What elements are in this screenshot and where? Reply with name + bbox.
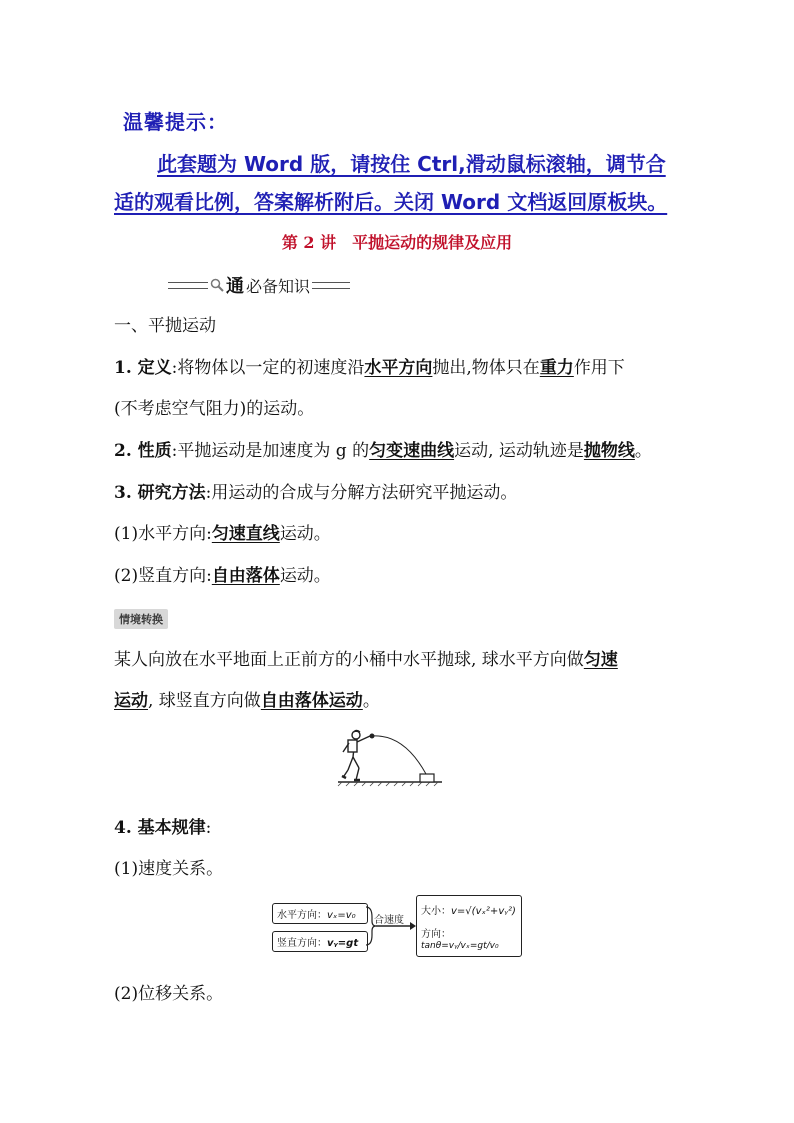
person-figure	[342, 731, 370, 781]
method-text: :用运动的合成与分解方法研究平抛运动。	[205, 483, 518, 503]
direction-formula: tanθ=vᵧ/vₓ=gt/v₀	[421, 941, 499, 951]
resultant-velocity-box	[416, 895, 522, 957]
answer-motion: 运动	[114, 691, 148, 711]
horizontal-text-1: (1)水平方向:	[114, 524, 212, 544]
method-label: 3. 研究方法	[114, 483, 206, 503]
tip-line-2: 适的观看比例，答案解析附后。关闭 Word 文档返回原板块。	[114, 190, 668, 214]
nature-text-2: 运动, 运动轨迹是	[454, 441, 584, 461]
banner-right-rule	[312, 282, 350, 289]
combine-label: 合速度	[374, 915, 404, 926]
definition-text-1: :将物体以一定的初速度沿	[171, 358, 365, 378]
nature-text-1: :平抛运动是加速度为 g 的	[171, 441, 370, 461]
laws-line	[114, 815, 211, 841]
magnitude-label: 大小：	[421, 906, 451, 917]
answer-uniform-curve: 匀变速曲线	[369, 441, 455, 461]
direction-label: 方向：	[421, 929, 451, 940]
definition-text-2: 抛出,物体只在	[432, 358, 540, 378]
answer-horizontal-direction: 水平方向	[364, 358, 433, 378]
definition-text-3: 作用下	[573, 358, 625, 378]
vertical-line	[114, 563, 331, 589]
vertical-velocity-formula: vᵧ=gt	[327, 938, 359, 949]
section-banner	[168, 272, 350, 298]
horizontal-velocity-formula: vₓ=v₀	[327, 910, 356, 921]
answer-gravity: 重力	[539, 358, 574, 378]
horizontal-velocity-label: 水平方向：	[277, 910, 327, 921]
tip-line-1: 此套题为 Word 版，请按住 Ctrl,滑动鼠标滚轴，调节合	[157, 152, 666, 176]
answer-free-fall: 自由落体	[211, 566, 280, 586]
throwing-illustration	[334, 724, 446, 788]
banner-text: 必备知识	[246, 276, 311, 296]
vertical-text-2: 运动。	[279, 566, 331, 586]
scenario-tag: 情境转换	[114, 609, 168, 629]
laws-colon: :	[205, 818, 212, 838]
trajectory-curve	[372, 736, 426, 774]
ball	[370, 734, 375, 739]
scenario-line-2	[114, 688, 380, 714]
definition-line-2: (不考虑空气阻力)的运动。	[114, 399, 315, 419]
scenario-text-3: 。	[362, 691, 380, 711]
laws-label: 4. 基本规律	[114, 818, 206, 838]
velocity-diagram	[270, 893, 522, 961]
vertical-velocity-label: 竖直方向：	[277, 938, 327, 949]
scenario-text-1: 某人向放在水平地面上正前方的小桶中水平抛球, 球水平方向做	[114, 650, 584, 670]
scenario-text-2: , 球竖直方向做	[148, 691, 261, 711]
nature-line	[114, 438, 652, 464]
lecture-title: 第 2 讲 平抛运动的规律及应用	[281, 233, 513, 252]
displacement-heading: (2)位移关系。	[114, 984, 224, 1004]
tip-title: 温馨提示：	[123, 110, 228, 134]
bucket	[420, 774, 434, 782]
answer-parabola: 抛物线	[583, 441, 635, 461]
answer-uniform-linear: 匀速直线	[211, 524, 280, 544]
horizontal-text-2: 运动。	[279, 524, 331, 544]
horizontal-line	[114, 521, 331, 547]
vertical-velocity-box	[272, 931, 368, 952]
definition-line-1	[114, 355, 625, 381]
nature-text-3: 。	[634, 441, 652, 461]
scenario-line-1	[114, 647, 618, 673]
vertical-text-1: (2)竖直方向:	[114, 566, 212, 586]
horizontal-velocity-box	[272, 903, 368, 924]
answer-uniform: 匀速	[583, 650, 618, 670]
heading-flat-throw: 一、平抛运动	[114, 316, 216, 336]
method-line	[114, 480, 517, 506]
magnifier-icon	[210, 278, 224, 292]
velocity-heading: (1)速度关系。	[114, 859, 224, 879]
magnitude-formula: v=√(vₓ²+vᵧ²)	[451, 906, 516, 917]
nature-label: 2. 性质	[114, 441, 172, 461]
definition-label: 1. 定义	[114, 358, 172, 378]
combine-brace-arrow	[366, 901, 416, 951]
banner-left-rule	[168, 282, 208, 289]
answer-free-fall-motion: 自由落体运动	[260, 691, 363, 711]
banner-glyph: 通	[226, 276, 244, 297]
